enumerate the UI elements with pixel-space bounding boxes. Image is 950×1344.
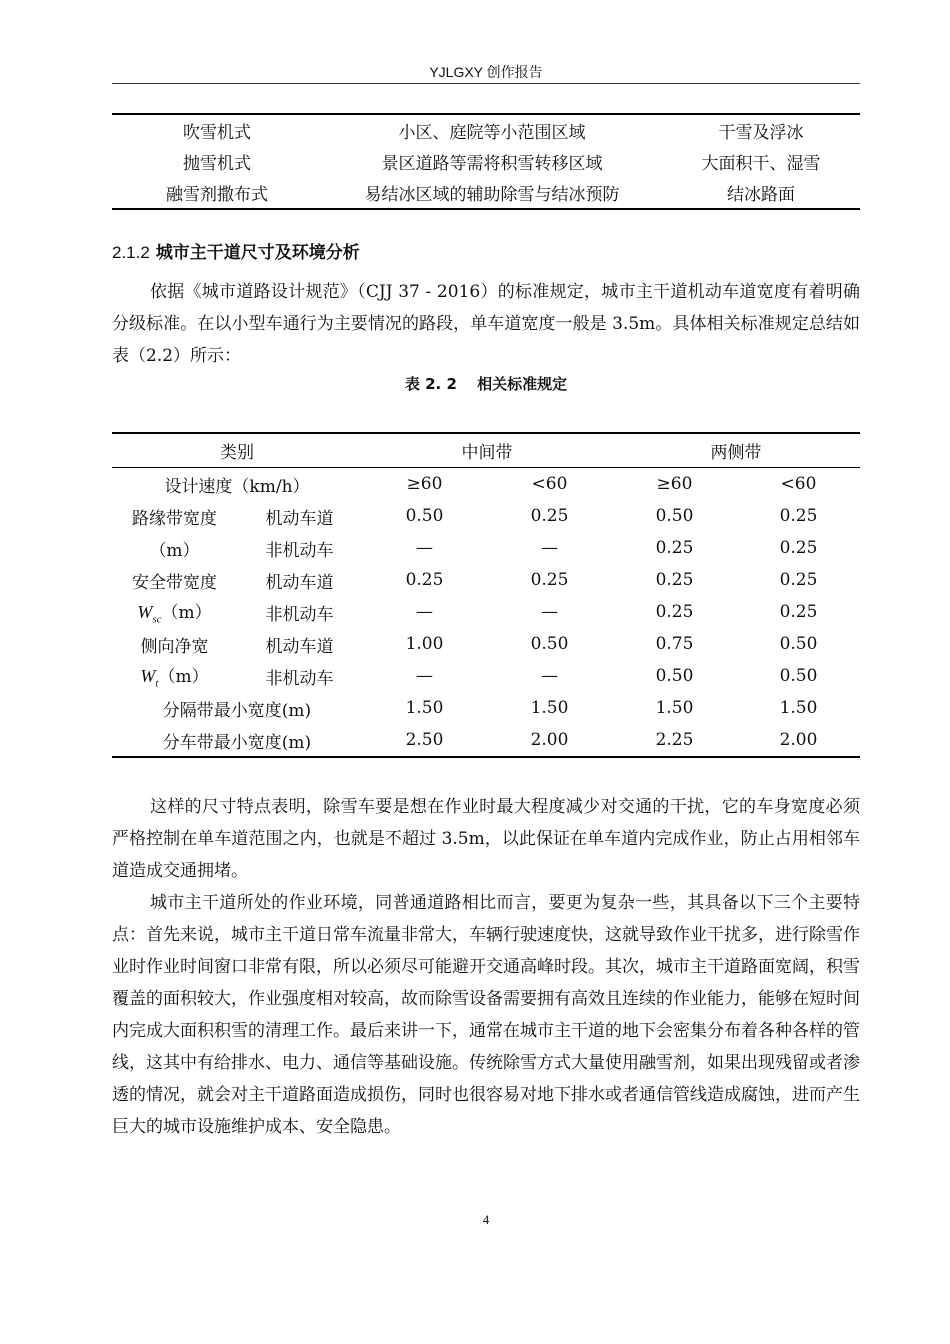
table-cell: 大面积干、湿雪	[701, 154, 821, 174]
standards-table	[112, 432, 860, 758]
symbol-letter: W	[137, 602, 153, 623]
header-sides: 两侧带	[612, 433, 860, 468]
table-cell: 0.25	[530, 506, 569, 526]
table-cell: 0.25	[655, 570, 694, 590]
row-sublabel: 非机动车	[265, 540, 334, 561]
table-row	[112, 177, 860, 209]
table-cell: <60	[531, 474, 568, 494]
table-cell: 景区道路等需将积雪转移区域	[381, 154, 603, 174]
table-cell: 1.50	[405, 698, 444, 718]
page-header: YJLGXY 创作报告	[429, 64, 543, 80]
unit: （m）	[161, 603, 212, 624]
table-cell: 2.00	[530, 730, 569, 750]
paragraph: 依据《城市道路设计规范》（CJJ 37 - 2016）的标准规定，城市主干道机动车道宽度有着明确分级标准。在以小型车通行为主要情况的路段，单车道宽度一般是 3.5m。具体相关标准规定总结如表（2.2）所示：	[112, 282, 860, 366]
table-cell: 1.00	[405, 634, 444, 654]
row-sublabel: 机动车道	[265, 636, 334, 657]
symbol-subscript: sc	[152, 613, 162, 626]
row-label: 分车带最小宽度(m)	[162, 732, 312, 753]
table-cell: ≥60	[656, 474, 693, 494]
symbol-w	[140, 666, 159, 690]
table-cell: 2.50	[405, 730, 444, 750]
symbol-subscript: t	[155, 677, 159, 690]
row-sublabel: 机动车道	[265, 508, 334, 529]
table-cell: 0.25	[779, 570, 818, 590]
header-middle: 中间带	[362, 433, 612, 468]
row-label	[112, 660, 237, 692]
table-row	[112, 660, 860, 692]
table-cell: 抛雪机式	[183, 154, 251, 174]
table-cell: 0.25	[655, 602, 694, 622]
row-label: （m）	[149, 540, 200, 561]
section-heading	[112, 238, 360, 263]
page-number: 4	[482, 1212, 490, 1227]
table-cell: 0.25	[779, 538, 818, 558]
table-cell: 2.00	[779, 730, 818, 750]
table-cell: 融雪剂撒布式	[166, 185, 268, 205]
row-sublabel: 机动车道	[265, 572, 334, 593]
row-label: 分隔带最小宽度(m)	[162, 700, 312, 721]
table-cell: —	[416, 666, 433, 686]
snow-removal-method-table	[112, 113, 860, 210]
table-cell: 0.75	[655, 634, 694, 654]
table-cell: 0.50	[655, 666, 694, 686]
table-caption: 表 2. 2 相关标准规定	[404, 375, 568, 393]
table-cell: 1.50	[655, 698, 694, 718]
table-cell: 0.25	[405, 570, 444, 590]
row-label: 安全带宽度	[132, 572, 217, 593]
table-cell: 0.50	[405, 506, 444, 526]
table-cell: 易结冰区域的辅助除雪与结冰预防	[364, 185, 620, 205]
table-row	[112, 692, 860, 724]
symbol-w	[137, 602, 162, 626]
table-cell: 0.50	[655, 506, 694, 526]
table-cell: 0.25	[655, 538, 694, 558]
table-cell: 1.50	[530, 698, 569, 718]
table-cell: 小区、庭院等小范围区域	[398, 123, 586, 143]
table-cell: —	[541, 602, 558, 622]
row-label: 侧向净宽	[140, 636, 209, 657]
table-cell: 0.25	[779, 602, 818, 622]
row-label	[112, 596, 237, 628]
table-cell: —	[541, 666, 558, 686]
row-label: 路缘带宽度	[132, 508, 217, 529]
table-row	[112, 468, 860, 501]
table-row	[112, 114, 860, 146]
table-cell: —	[541, 538, 558, 558]
table-row	[112, 146, 860, 177]
table-cell: 2.25	[655, 730, 694, 750]
paragraph: 城市主干道所处的作业环境，同普通道路相比而言，要更为复杂一些，其具备以下三个主要特点：首先来说，城市主干道日常车流量非常大，车辆行驶速度快，这就导致作业干扰多，进行除雪作业时作业时间窗口非常有限，所以必须尽可能避开交通高峰时段。其次，城市主干道路面宽阔，积雪覆盖的面积较大，作业强度相对较高，故而除雪设备需要拥有高效且连续的作业能力，能够在短时间内完成大面积积雪的清理工作。最后来讲一下，通常在城市主干道的地下会密集分布着各种各样的管线，这其中有给排水、电力、通信等基础设施。传统除雪方式大量使用融雪剂，如果出现残留或者渗透的情况，就会对主干道路面造成损伤，同时也很容易对地下排水或者通信管线造成腐蚀，进而产生巨大的城市设施维护成本、安全隐患。	[112, 893, 860, 1137]
table-cell: 0.25	[779, 506, 818, 526]
table-cell: —	[416, 538, 433, 558]
table-row	[112, 532, 860, 564]
paragraph: 这样的尺寸特点表明，除雪车要是想在作业时最大程度减少对交通的干扰，它的车身宽度必须严格控制在单车道范围之内，也就是不超过 3.5m，以此保证在单车道内完成作业，防止占用相邻车道造成交通拥堵。	[112, 797, 860, 881]
speed-label: 设计速度（km/h）	[164, 476, 310, 497]
header-rule	[112, 83, 860, 84]
row-sublabel: 非机动车	[265, 604, 334, 625]
table-row	[112, 628, 860, 660]
table-cell: 0.50	[779, 634, 818, 654]
symbol-letter: W	[140, 666, 156, 687]
table-row	[112, 724, 860, 757]
table-cell: <60	[780, 474, 817, 494]
table-cell: 0.50	[779, 666, 818, 686]
table-row	[112, 596, 860, 628]
table-cell: 0.25	[530, 570, 569, 590]
table-cell: —	[416, 602, 433, 622]
unit: （m）	[158, 667, 209, 688]
table-row	[112, 564, 860, 596]
header-category: 类别	[112, 433, 362, 468]
section-title: 城市主干道尺寸及环境分析	[155, 243, 360, 263]
table-cell: 吹雪机式	[183, 123, 251, 143]
row-sublabel: 非机动车	[265, 668, 334, 689]
table-cell: 结冰路面	[727, 185, 795, 205]
table-cell: 1.50	[779, 698, 818, 718]
table-header-row	[112, 433, 860, 468]
section-number: 2.1.2	[112, 243, 150, 262]
table-row	[112, 500, 860, 532]
table-cell: 0.50	[530, 634, 569, 654]
table-cell: 干雪及浮冰	[718, 123, 804, 143]
table-cell: ≥60	[406, 474, 443, 494]
